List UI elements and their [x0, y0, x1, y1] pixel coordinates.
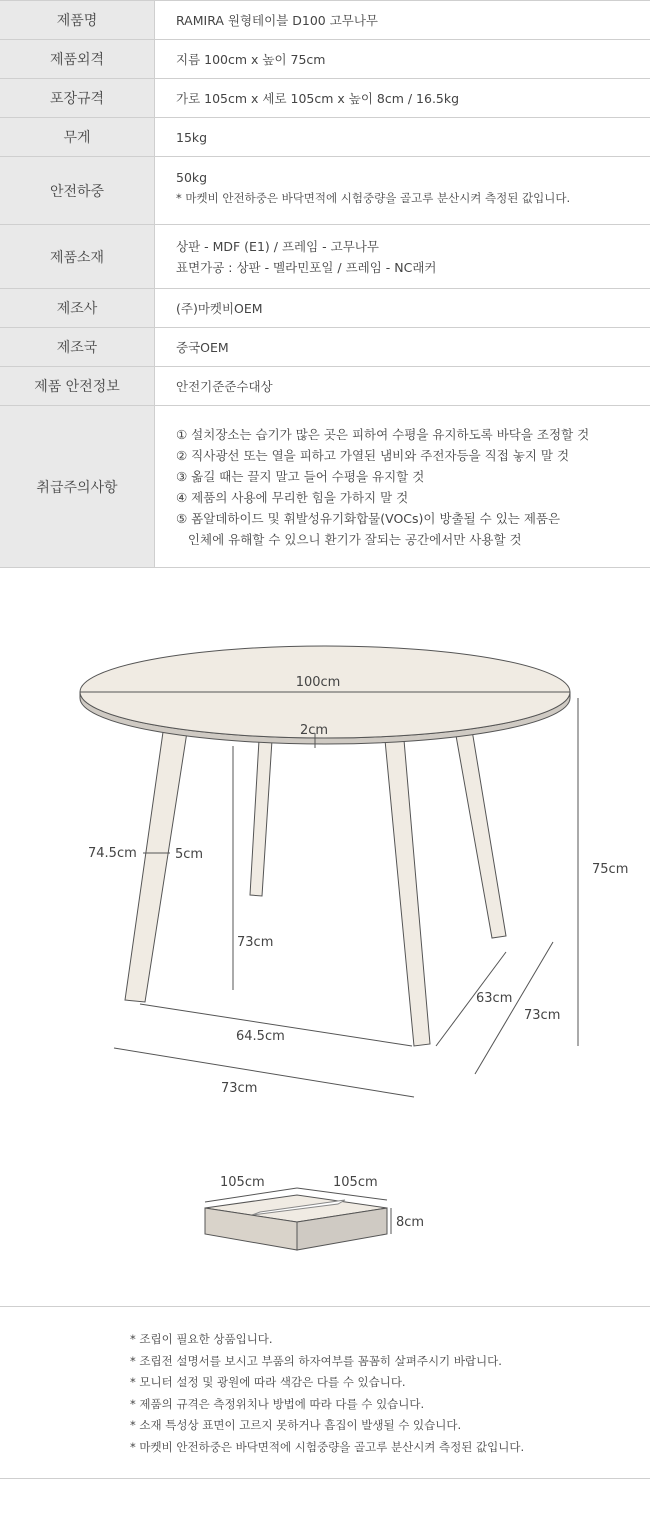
spec-value-line: * 마켓비 안전하중은 바닥면적에 시험중량을 골고루 분산시켜 측정된 값입니다.: [176, 191, 571, 205]
spec-value: [176, 328, 640, 366]
total-height-label: 75cm: [592, 862, 629, 877]
thickness-label: 2cm: [299, 723, 329, 738]
spec-row: [0, 157, 650, 225]
front-outer-label: 73cm: [221, 1081, 258, 1096]
spec-label: 제조사: [0, 289, 155, 327]
front-outer-line: [114, 1048, 414, 1097]
diameter-label: 100cm: [295, 675, 341, 690]
spec-value-line: ④ 제품의 사용에 무리한 힘을 가하지 말 것: [176, 489, 409, 505]
spec-label: 포장규격: [0, 79, 155, 117]
spec-label: 취급주의사항: [0, 406, 155, 567]
spec-value: [176, 157, 640, 224]
notes-section: [0, 1306, 650, 1479]
note-item: * 조립이 필요한 상품입니다.: [130, 1332, 273, 1346]
note-item: * 마켓비 안전하중은 바닥면적에 시험중량을 골고루 분산시켜 측정된 값입니다.: [130, 1439, 525, 1454]
note-item: * 조립전 설명서를 보시고 부품의 하자여부를 꼼꼼히 살펴주시기 바랍니다.: [130, 1353, 502, 1368]
spec-value-line: 표면가공 : 상판 - 멜라민포일 / 프레임 - NC래커: [176, 259, 437, 275]
spec-value-line: 15kg: [176, 129, 208, 145]
box-height-label: 8cm: [396, 1215, 425, 1230]
box-depth-label: 105cm: [333, 1175, 378, 1190]
spec-value-line: 지름 100cm x 높이 75cm: [176, 51, 326, 67]
side-inner-label: 63cm: [476, 991, 513, 1006]
leg-front-right: [385, 740, 430, 1046]
spec-row: [0, 118, 650, 157]
spec-row: [0, 40, 650, 79]
spec-row: [0, 289, 650, 328]
spec-value-line: 중국OEM: [176, 339, 229, 355]
spec-value-line: ③ 옮길 때는 끌지 말고 들어 수평을 유지할 것: [176, 468, 425, 484]
note-item: * 모니터 설정 및 광원에 따라 색감은 다를 수 있습니다.: [130, 1375, 406, 1389]
spec-value-line: ⑤ 폼알데하이드 및 휘발성유기화합물(VOCs)이 방출될 수 있는 제품은: [176, 510, 561, 526]
spec-value: [176, 118, 640, 156]
leg-back-left: [250, 740, 272, 896]
spec-label: 제품 안전정보: [0, 367, 155, 405]
front-inner-label: 64.5cm: [236, 1029, 285, 1044]
spec-row: [0, 225, 650, 289]
spec-row: [0, 328, 650, 367]
spec-value: [176, 406, 640, 567]
note-item: * 제품의 규격은 측정위치나 방법에 따라 다를 수 있습니다.: [130, 1396, 425, 1411]
spec-value-line: ① 설치장소는 습기가 많은 곳은 피하여 수평을 유지하도록 바닥을 조정할 것: [176, 426, 590, 442]
spec-value: [176, 79, 640, 117]
leg-width-label: 5cm: [175, 847, 204, 862]
spec-value-line: 50kg: [176, 170, 208, 185]
spec-label: 제품명: [0, 1, 155, 39]
spec-label: 제품외격: [0, 40, 155, 78]
spec-value: [176, 225, 640, 288]
spec-row: [0, 79, 650, 118]
spec-value-line: 안전기준준수대상: [176, 378, 273, 394]
notes-list: [0, 1307, 650, 1458]
note-item: * 소재 특성상 표면이 고르지 못하거나 흠집이 발생될 수 있습니다.: [130, 1418, 462, 1432]
spec-value: [176, 289, 640, 327]
spec-value: [176, 40, 640, 78]
spec-value-line: RAMIRA 원형테이블 D100 고무나무: [176, 12, 379, 28]
spec-row: [0, 1, 650, 40]
spec-value-line: 상판 - MDF (E1) / 프레임 - 고무나무: [176, 238, 379, 254]
spec-value: [176, 367, 640, 405]
leg-height-label: 74.5cm: [88, 846, 137, 861]
side-outer-label: 73cm: [524, 1008, 561, 1023]
spec-row: [0, 367, 650, 406]
spec-value-line: 가로 105cm x 세로 105cm x 높이 8cm / 16.5kg: [176, 90, 460, 106]
spec-label: 제품소재: [0, 225, 155, 288]
dimension-diagram: [0, 568, 650, 1306]
table-drawing: [0, 568, 650, 1306]
spec-value: [176, 1, 640, 39]
spec-label: 무게: [0, 118, 155, 156]
inner-height-label: 73cm: [237, 935, 274, 950]
spec-value-line: (주)마켓비OEM: [176, 300, 263, 316]
leg-back-right: [455, 730, 506, 938]
spec-label: 제조국: [0, 328, 155, 366]
spec-row: [0, 406, 650, 568]
spec-label: 안전하중: [0, 157, 155, 224]
leg-front-left: [125, 732, 187, 1002]
spec-value-line: ② 직사광선 또는 열을 피하고 가열된 냄비와 주전자등을 직접 놓지 말 것: [176, 447, 570, 463]
spec-value-line: 인체에 유해할 수 있으니 환기가 잘되는 공간에서만 사용할 것: [176, 531, 522, 547]
box-width-label: 105cm: [220, 1175, 265, 1190]
